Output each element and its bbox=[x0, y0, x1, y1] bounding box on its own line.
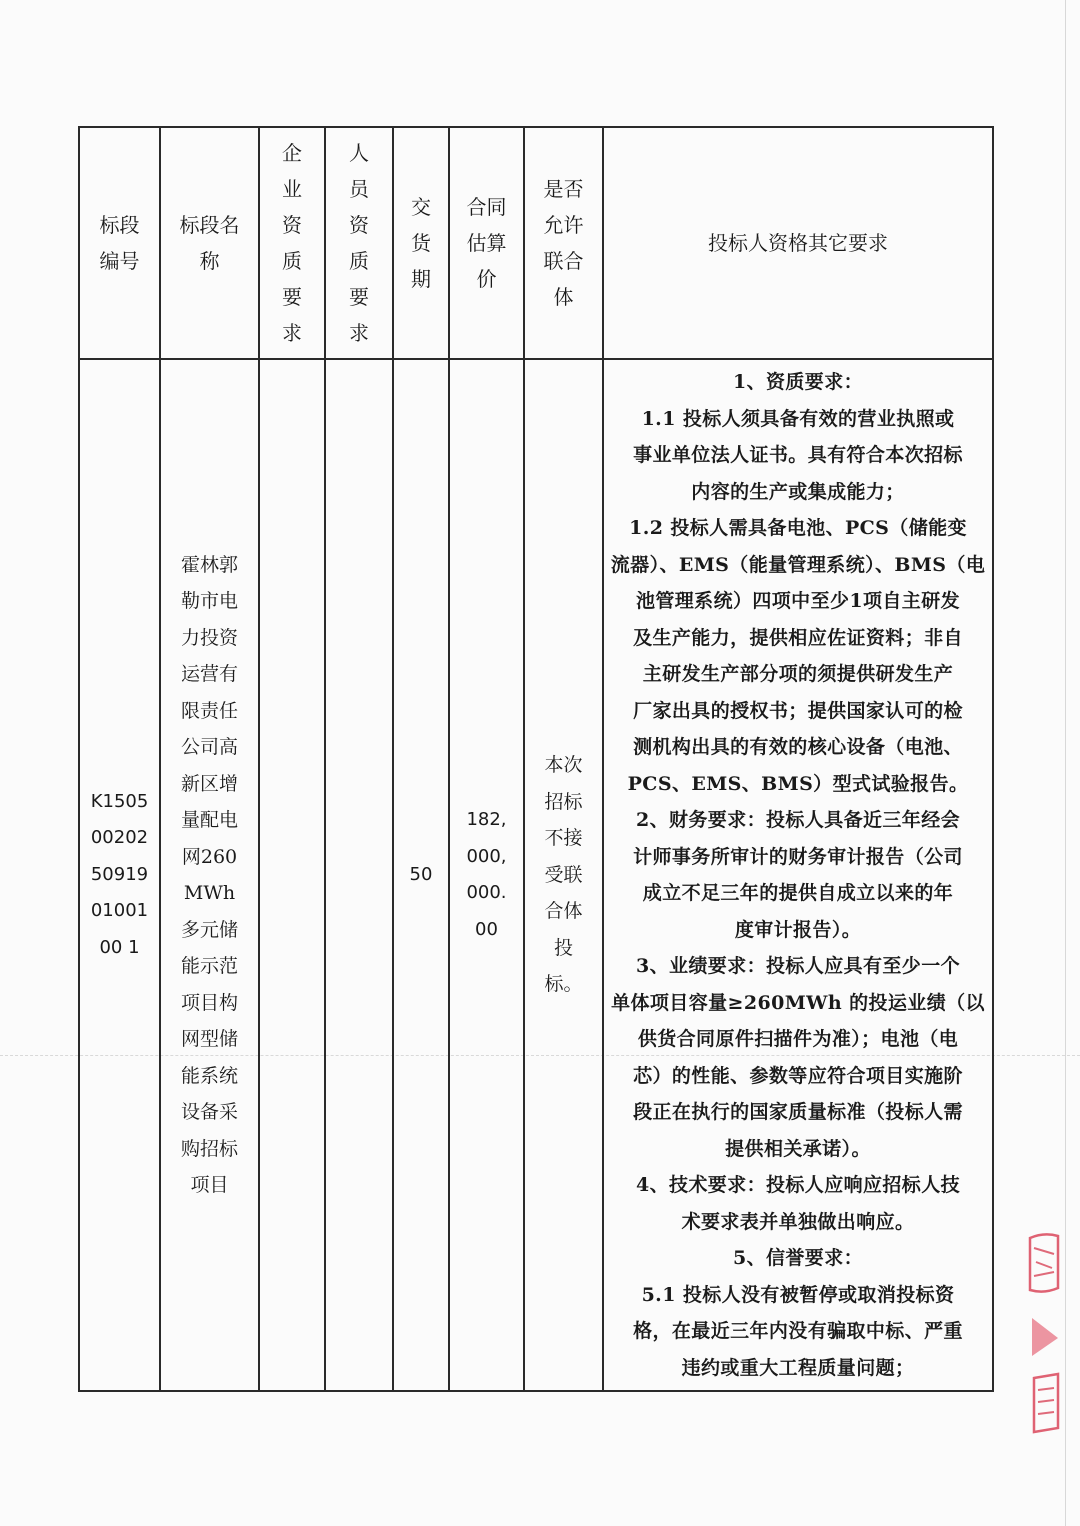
requirement-line: 流器）、EMS（能量管理系统）、BMS（电 bbox=[610, 553, 986, 576]
requirement-line: 3、业绩要求：投标人应具有至少一个 bbox=[635, 955, 961, 977]
requirement-line: 4、技术要求：投标人应响应招标人技 bbox=[635, 1174, 961, 1196]
requirement-line: 测机构出具的有效的核心设备（电池、 bbox=[633, 736, 963, 758]
requirement-line: 段正在执行的国家质量标准（投标人需 bbox=[633, 1101, 963, 1123]
header-consortium-allowed: 是否允许联合体 bbox=[524, 127, 603, 359]
cell-section-code: K150500202509190100100 1 bbox=[79, 359, 160, 1391]
requirement-line: 事业单位法人证书。具有符合本次招标 bbox=[633, 444, 963, 466]
requirement-line: 成立不足三年的提供自成立以来的年 bbox=[642, 882, 954, 904]
cell-other-requirements bbox=[603, 359, 993, 1391]
requirement-line: 1.2 投标人需具备电池、PCS（储能变 bbox=[629, 517, 967, 539]
table-header-row bbox=[79, 127, 993, 359]
header-delivery-period: 交货期 bbox=[393, 127, 449, 359]
requirement-line: 格，在最近三年内没有骗取中标、严重 bbox=[633, 1320, 963, 1342]
cell-delivery-period: 50 bbox=[393, 359, 449, 1391]
requirement-line: 2、财务要求：投标人具备近三年经会 bbox=[635, 809, 961, 831]
cell-personnel-qualification bbox=[325, 359, 393, 1391]
requirement-line: 违约或重大工程质量问题； bbox=[681, 1356, 915, 1379]
requirement-line: 及生产能力，提供相应佐证资料；非自 bbox=[633, 626, 963, 649]
requirement-line: 1.1 投标人须具备有效的营业执照或 bbox=[641, 407, 955, 430]
requirement-line: 5、信誉要求： bbox=[732, 1247, 864, 1269]
header-other-requirements: 投标人资格其它要求 bbox=[603, 127, 993, 359]
requirement-line: PCS、EMS、BMS）型式试验报告。 bbox=[627, 772, 969, 795]
requirement-line: 供货合同原件扫描件为准）；电池（电 bbox=[637, 1028, 959, 1050]
red-seal-stamp bbox=[1024, 1228, 1062, 1438]
requirement-line: 术要求表并单独做出响应。 bbox=[681, 1210, 915, 1233]
header-personnel-qualification: 人员资质要求 bbox=[325, 127, 393, 359]
bid-section-table bbox=[78, 126, 994, 1392]
header-contract-price: 合同估算价 bbox=[449, 127, 524, 359]
requirement-line: 内容的生产或集成能力； bbox=[691, 480, 905, 503]
header-code: 标段编号 bbox=[79, 127, 160, 359]
requirement-line: 5.1 投标人没有被暂停或取消投标资 bbox=[641, 1283, 955, 1306]
cell-contract-price: 182,000,000.00 bbox=[449, 359, 524, 1391]
requirement-line: 主研发生产部分项的须提供研发生产 bbox=[642, 663, 954, 685]
cell-section-name: 霍林郭勒市电力投资运营有限责任公司高新区增量配电网260MWh多元储能示范项目构网型储能系统设备采购招标项目 bbox=[160, 359, 259, 1391]
requirement-line: 池管理系统）四项中至少1项自主研发 bbox=[635, 590, 961, 612]
requirement-line: 1、资质要求： bbox=[732, 371, 864, 393]
requirement-line: 厂家出具的授权书；提供国家认可的检 bbox=[633, 699, 963, 722]
header-name: 标段名称 bbox=[160, 127, 259, 359]
table-row bbox=[79, 359, 993, 1391]
requirement-line: 计师事务所审计的财务审计报告（公司 bbox=[633, 845, 963, 868]
scan-page-edge bbox=[1065, 0, 1066, 1526]
cell-consortium: 本次招标不接受联合体投标。 bbox=[524, 359, 603, 1391]
requirement-line: 提供相关承诺）。 bbox=[725, 1137, 871, 1160]
requirement-line: 度审计报告）。 bbox=[734, 918, 862, 941]
requirement-line: 单体项目容量≥260MWh 的投运业绩（以 bbox=[611, 991, 985, 1014]
requirement-line: 芯）的性能、参数等应符合项目实施阶 bbox=[633, 1064, 963, 1087]
header-company-qualification: 企业资质要求 bbox=[259, 127, 325, 359]
cell-company-qualification bbox=[259, 359, 325, 1391]
